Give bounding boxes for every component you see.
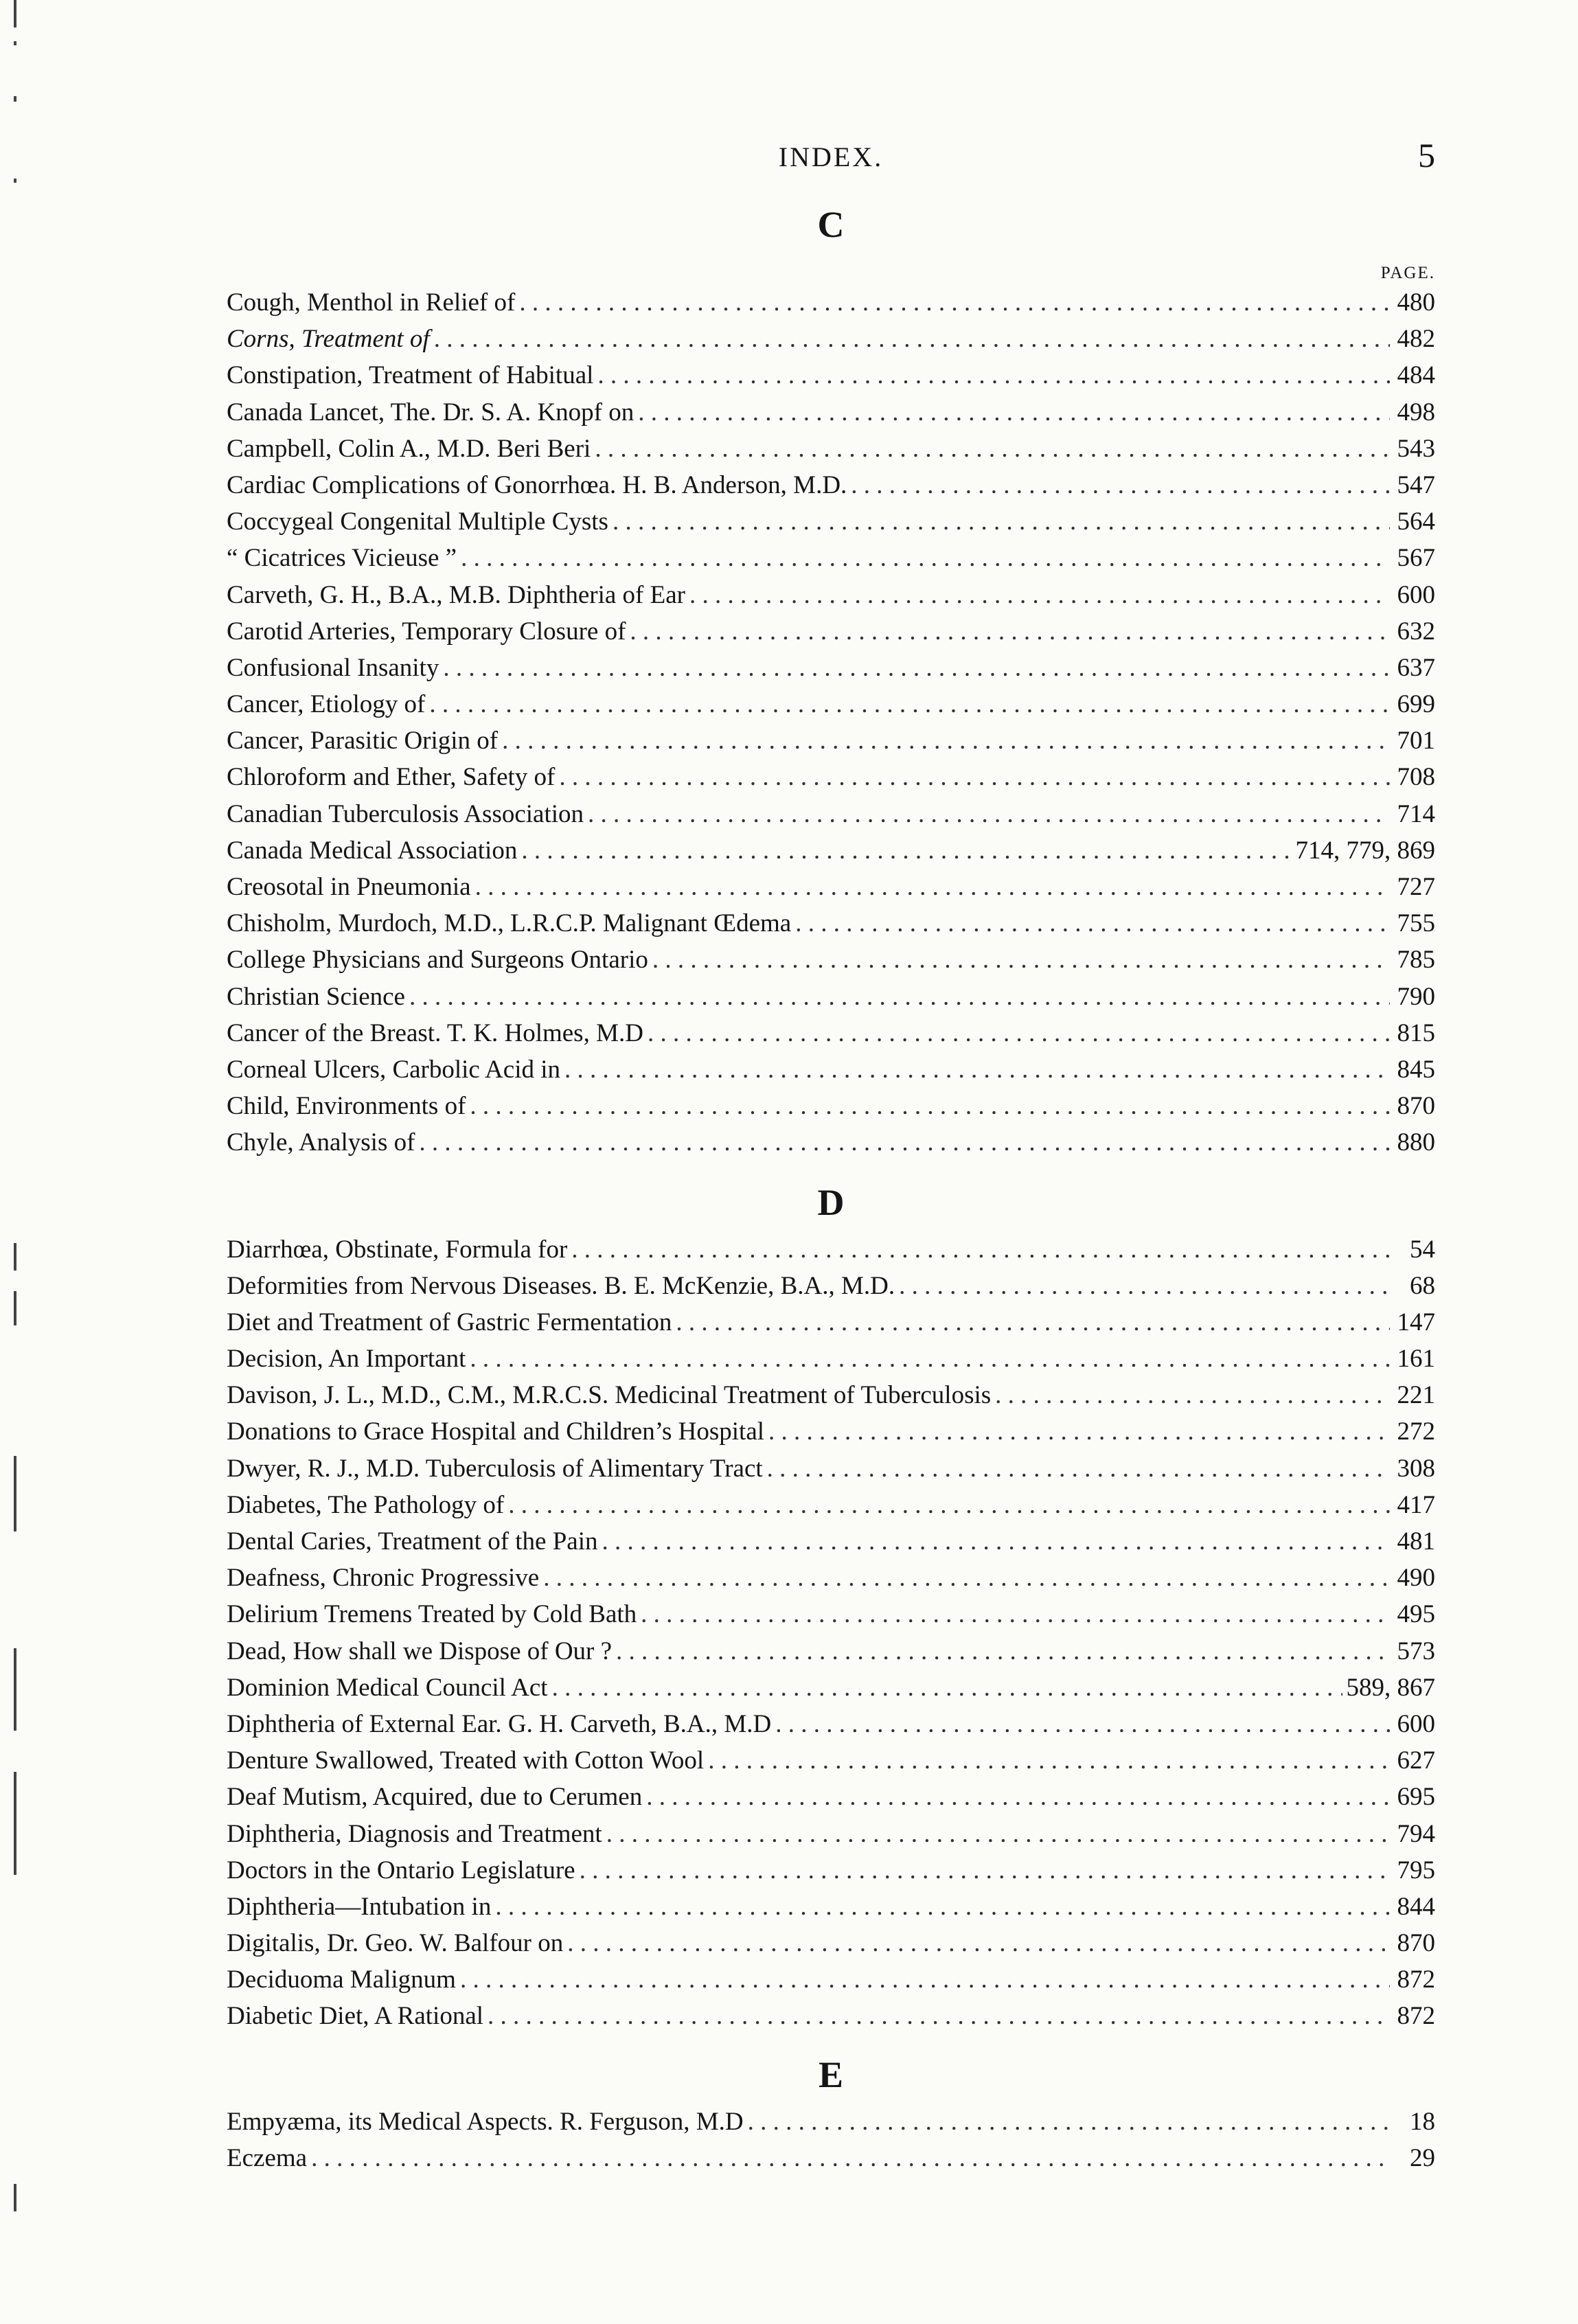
entry-page: 714 bbox=[1397, 799, 1435, 828]
entry-title: Canada Lancet, The. Dr. S. A. Knopf on bbox=[227, 398, 634, 426]
entry-page: 482 bbox=[1397, 325, 1435, 354]
index-entry bbox=[227, 1706, 1435, 1742]
index-entry bbox=[227, 1816, 1435, 1852]
entry-page: 785 bbox=[1397, 946, 1435, 975]
entry-title: Corns, Treatment of bbox=[227, 325, 430, 354]
index-entry bbox=[227, 796, 1435, 832]
entry-title: Canada Medical Association bbox=[227, 836, 518, 865]
entry-page: 543 bbox=[1397, 434, 1435, 463]
dot-leader bbox=[597, 357, 1390, 394]
entry-page: 795 bbox=[1397, 1856, 1435, 1884]
dot-leader bbox=[519, 284, 1390, 321]
entry-page: 727 bbox=[1397, 873, 1435, 901]
dot-leader bbox=[899, 1268, 1390, 1304]
index-entry bbox=[227, 1088, 1435, 1124]
index-entry bbox=[227, 1268, 1435, 1304]
entry-title: Diphtheria—Intubation in bbox=[227, 1892, 492, 1921]
index-entry bbox=[227, 1560, 1435, 1596]
index-entry bbox=[227, 2140, 1435, 2176]
entry-page: 600 bbox=[1397, 1709, 1435, 1738]
dot-leader bbox=[409, 979, 1390, 1015]
index-entry bbox=[227, 394, 1435, 431]
dot-leader bbox=[564, 1051, 1390, 1088]
dot-leader bbox=[580, 1852, 1390, 1889]
page-header bbox=[227, 136, 1435, 182]
entry-page: 845 bbox=[1397, 1055, 1435, 1084]
entry-title: Corneal Ulcers, Carbolic Acid in bbox=[227, 1055, 561, 1084]
dot-leader bbox=[470, 1341, 1390, 1377]
index-entry bbox=[227, 1925, 1435, 1961]
index-entry bbox=[227, 1450, 1435, 1487]
section-letter-e: E bbox=[818, 2053, 844, 2095]
entry-page: 714, 779, 869 bbox=[1295, 836, 1435, 865]
entry-title: Cancer of the Breast. T. K. Holmes, M.D bbox=[227, 1018, 643, 1047]
entry-title: Deaf Mutism, Acquired, due to Cerumen bbox=[227, 1783, 643, 1812]
index-entry bbox=[227, 1304, 1435, 1341]
entry-page: 308 bbox=[1397, 1454, 1435, 1483]
entry-page: 564 bbox=[1397, 508, 1435, 536]
entry-page: 272 bbox=[1397, 1417, 1435, 1446]
entry-title: Cough, Menthol in Relief of bbox=[227, 288, 516, 317]
entry-page: 755 bbox=[1397, 909, 1435, 938]
index-entry bbox=[227, 1961, 1435, 1998]
entry-title: Empyæma, its Medical Aspects. R. Ferguson, M.D bbox=[227, 2107, 744, 2136]
dot-leader bbox=[567, 1925, 1390, 1961]
entry-page: 495 bbox=[1397, 1600, 1435, 1629]
dot-leader bbox=[552, 1670, 1342, 1706]
index-entry bbox=[227, 321, 1435, 357]
entry-page: 29 bbox=[1410, 2143, 1435, 2172]
dot-leader bbox=[460, 1961, 1390, 1998]
entry-page: 68 bbox=[1410, 1271, 1435, 1300]
entry-title: Diet and Treatment of Gastric Fermentation bbox=[227, 1308, 672, 1336]
entry-title: Diphtheria of External Ear. G. H. Carveth, B.A., M.D bbox=[227, 1709, 772, 1738]
dot-leader bbox=[495, 1889, 1390, 1925]
dot-leader bbox=[311, 2140, 1390, 2176]
entry-title: Cardiac Complications of Gonorrhœa. H. B. Anderson, M.D. bbox=[227, 470, 847, 499]
index-entry bbox=[227, 650, 1435, 686]
entry-title: Christian Science bbox=[227, 982, 405, 1011]
index-entry bbox=[227, 284, 1435, 321]
entry-page: 637 bbox=[1397, 653, 1435, 682]
index-entry bbox=[227, 1742, 1435, 1779]
entry-page: 221 bbox=[1397, 1381, 1435, 1410]
entry-title: Davison, J. L., M.D., C.M., M.R.C.S. Medicinal Treatment of Tuberculosis bbox=[227, 1381, 992, 1410]
entry-title: Diabetes, The Pathology of bbox=[227, 1490, 505, 1519]
index-entry bbox=[227, 540, 1435, 576]
entry-page: 573 bbox=[1397, 1637, 1435, 1665]
entry-title: Child, Environments of bbox=[227, 1092, 466, 1121]
entry-page: 484 bbox=[1397, 361, 1435, 390]
index-entry bbox=[227, 1015, 1435, 1051]
entry-title: Digitalis, Dr. Geo. W. Balfour on bbox=[227, 1929, 564, 1958]
margin-scan-marks bbox=[14, 0, 41, 2324]
dot-leader bbox=[676, 1304, 1390, 1341]
dot-leader bbox=[429, 686, 1390, 722]
index-entry bbox=[227, 1779, 1435, 1815]
entry-title: Creosotal in Pneumonia bbox=[227, 873, 471, 901]
entry-page: 632 bbox=[1397, 617, 1435, 646]
entry-title: Coccygeal Congenital Multiple Cysts bbox=[227, 508, 608, 536]
entry-page: 880 bbox=[1397, 1128, 1435, 1157]
entry-title: Canadian Tuberculosis Association bbox=[227, 799, 584, 828]
entry-title: Chyle, Analysis of bbox=[227, 1128, 415, 1157]
entry-page: 872 bbox=[1397, 2002, 1435, 2031]
entry-page: 589, 867 bbox=[1346, 1673, 1435, 1702]
dot-leader bbox=[616, 1633, 1390, 1670]
dot-leader bbox=[502, 722, 1390, 759]
dot-leader bbox=[419, 1124, 1390, 1161]
index-entry bbox=[227, 1377, 1435, 1413]
index-entry bbox=[227, 1633, 1435, 1670]
entry-title: Diarrhœa, Obstinate, Formula for bbox=[227, 1235, 568, 1264]
entry-page: 870 bbox=[1397, 1929, 1435, 1958]
index-body bbox=[227, 206, 1435, 2176]
entry-title: Dominion Medical Council Act bbox=[227, 1673, 548, 1702]
dot-leader bbox=[606, 1816, 1390, 1852]
entry-title: Dead, How shall we Dispose of Our ? bbox=[227, 1637, 613, 1665]
index-entry bbox=[227, 759, 1435, 795]
entry-page: 699 bbox=[1397, 690, 1435, 719]
dot-leader bbox=[443, 650, 1390, 686]
entry-title: Deformities from Nervous Diseases. B. E. McKenzie, B.A., M.D. bbox=[227, 1271, 895, 1300]
page-number: 5 bbox=[1418, 136, 1435, 174]
entry-page: 567 bbox=[1397, 544, 1435, 573]
dot-leader bbox=[470, 1088, 1390, 1124]
entry-page: 490 bbox=[1397, 1564, 1435, 1593]
dot-leader bbox=[521, 832, 1291, 869]
dot-leader bbox=[488, 1998, 1390, 2034]
entry-title: Cancer, Parasitic Origin of bbox=[227, 727, 499, 755]
dot-leader bbox=[795, 905, 1390, 942]
entry-title: Cancer, Etiology of bbox=[227, 690, 426, 719]
entry-page: 481 bbox=[1397, 1527, 1435, 1556]
index-entry bbox=[227, 979, 1435, 1015]
entry-title: Delirium Tremens Treated by Cold Bath bbox=[227, 1600, 637, 1629]
dot-leader bbox=[775, 1706, 1390, 1742]
dot-leader bbox=[851, 467, 1390, 503]
entry-title: Doctors in the Ontario Legislature bbox=[227, 1856, 575, 1884]
entry-page: 161 bbox=[1397, 1345, 1435, 1374]
dot-leader bbox=[588, 796, 1390, 832]
running-title: INDEX. bbox=[778, 141, 884, 172]
entry-title: Denture Swallowed, Treated with Cotton Wool bbox=[227, 1746, 705, 1775]
entry-page: 417 bbox=[1397, 1490, 1435, 1519]
entry-title: Donations to Grace Hospital and Children’s Hospital bbox=[227, 1417, 765, 1446]
index-entry bbox=[227, 722, 1435, 759]
entry-title: Chisholm, Murdoch, M.D., L.R.C.P. Malignant Œdema bbox=[227, 909, 792, 938]
dot-leader bbox=[613, 503, 1390, 540]
dot-leader bbox=[652, 942, 1390, 978]
entry-page: 870 bbox=[1397, 1092, 1435, 1121]
index-entry bbox=[227, 431, 1435, 467]
dot-leader bbox=[648, 1015, 1390, 1051]
section-letter-d: D bbox=[817, 1181, 845, 1223]
dot-leader bbox=[630, 613, 1390, 650]
dot-leader bbox=[434, 321, 1390, 357]
entry-page: 18 bbox=[1410, 2107, 1435, 2136]
entry-title: “ Cicatrices Vicieuse ” bbox=[227, 544, 457, 573]
entry-title: College Physicians and Surgeons Ontario bbox=[227, 946, 648, 975]
entry-page: 695 bbox=[1397, 1783, 1435, 1812]
entry-page: 815 bbox=[1397, 1018, 1435, 1047]
dot-leader bbox=[995, 1377, 1390, 1413]
section-letter-c: C bbox=[817, 204, 845, 245]
index-entry bbox=[227, 503, 1435, 540]
index-entry bbox=[227, 1341, 1435, 1377]
page-column-label: PAGE. bbox=[1380, 264, 1435, 282]
entry-page: 547 bbox=[1397, 470, 1435, 499]
entry-title: Dwyer, R. J., M.D. Tuberculosis of Alimentary Tract bbox=[227, 1454, 763, 1483]
index-entry bbox=[227, 577, 1435, 613]
index-entry bbox=[227, 942, 1435, 978]
dot-leader bbox=[641, 1596, 1390, 1632]
entry-title: Dental Caries, Treatment of the Pain bbox=[227, 1527, 598, 1556]
index-entry bbox=[227, 869, 1435, 905]
entry-title: Diphtheria, Diagnosis and Treatment bbox=[227, 1819, 602, 1848]
index-entry bbox=[227, 905, 1435, 942]
index-entry bbox=[227, 1051, 1435, 1088]
entry-title: Chloroform and Ether, Safety of bbox=[227, 763, 556, 792]
entry-title: Carotid Arteries, Temporary Closure of bbox=[227, 617, 626, 646]
dot-leader bbox=[768, 1413, 1390, 1450]
index-entry bbox=[227, 1487, 1435, 1523]
entry-page: 54 bbox=[1410, 1235, 1435, 1264]
entry-title: Carveth, G. H., B.A., M.B. Diphtheria of Ear bbox=[227, 580, 685, 609]
entry-title: Eczema bbox=[227, 2143, 308, 2172]
index-entry bbox=[227, 1124, 1435, 1161]
entry-title: Deafness, Chronic Progressive bbox=[227, 1564, 540, 1593]
dot-leader bbox=[543, 1560, 1390, 1596]
entry-page: 794 bbox=[1397, 1819, 1435, 1848]
dot-leader bbox=[475, 869, 1390, 905]
index-entry bbox=[227, 1523, 1435, 1560]
index-entry bbox=[227, 1670, 1435, 1706]
entry-title: Campbell, Colin A., M.D. Beri Beri bbox=[227, 434, 591, 463]
entry-page: 627 bbox=[1397, 1746, 1435, 1775]
index-entry bbox=[227, 686, 1435, 722]
entry-title: Constipation, Treatment of Habitual bbox=[227, 361, 594, 390]
index-entry bbox=[227, 1231, 1435, 1268]
index-entry bbox=[227, 1998, 1435, 2034]
dot-leader bbox=[767, 1450, 1390, 1487]
entry-page: 498 bbox=[1397, 398, 1435, 426]
index-entry bbox=[227, 1889, 1435, 1925]
dot-leader bbox=[559, 759, 1390, 795]
entry-title: Confusional Insanity bbox=[227, 653, 439, 682]
index-entry bbox=[227, 613, 1435, 650]
entry-page: 480 bbox=[1397, 288, 1435, 317]
dot-leader bbox=[689, 577, 1390, 613]
dot-leader bbox=[646, 1779, 1390, 1815]
entry-page: 600 bbox=[1397, 580, 1435, 609]
entry-page: 872 bbox=[1397, 1966, 1435, 1994]
dot-leader bbox=[748, 2104, 1390, 2140]
entry-title: Deciduoma Malignum bbox=[227, 1966, 456, 1994]
index-entry bbox=[227, 1852, 1435, 1889]
dot-leader bbox=[508, 1487, 1390, 1523]
index-entry bbox=[227, 1596, 1435, 1632]
entry-title: Decision, An Important bbox=[227, 1345, 466, 1374]
index-entry bbox=[227, 2104, 1435, 2140]
entry-title: Diabetic Diet, A Rational bbox=[227, 2002, 484, 2031]
dot-leader bbox=[595, 431, 1390, 467]
dot-leader bbox=[638, 394, 1390, 431]
index-entry bbox=[227, 357, 1435, 394]
dot-leader bbox=[602, 1523, 1390, 1560]
dot-leader bbox=[461, 540, 1390, 576]
index-entry bbox=[227, 1413, 1435, 1450]
entry-page: 701 bbox=[1397, 727, 1435, 755]
entry-page: 844 bbox=[1397, 1892, 1435, 1921]
entry-page: 708 bbox=[1397, 763, 1435, 792]
index-entry bbox=[227, 832, 1435, 869]
dot-leader bbox=[571, 1231, 1390, 1268]
dot-leader bbox=[708, 1742, 1390, 1779]
entry-page: 790 bbox=[1397, 982, 1435, 1011]
entry-page: 147 bbox=[1397, 1308, 1435, 1336]
index-entry bbox=[227, 467, 1435, 503]
